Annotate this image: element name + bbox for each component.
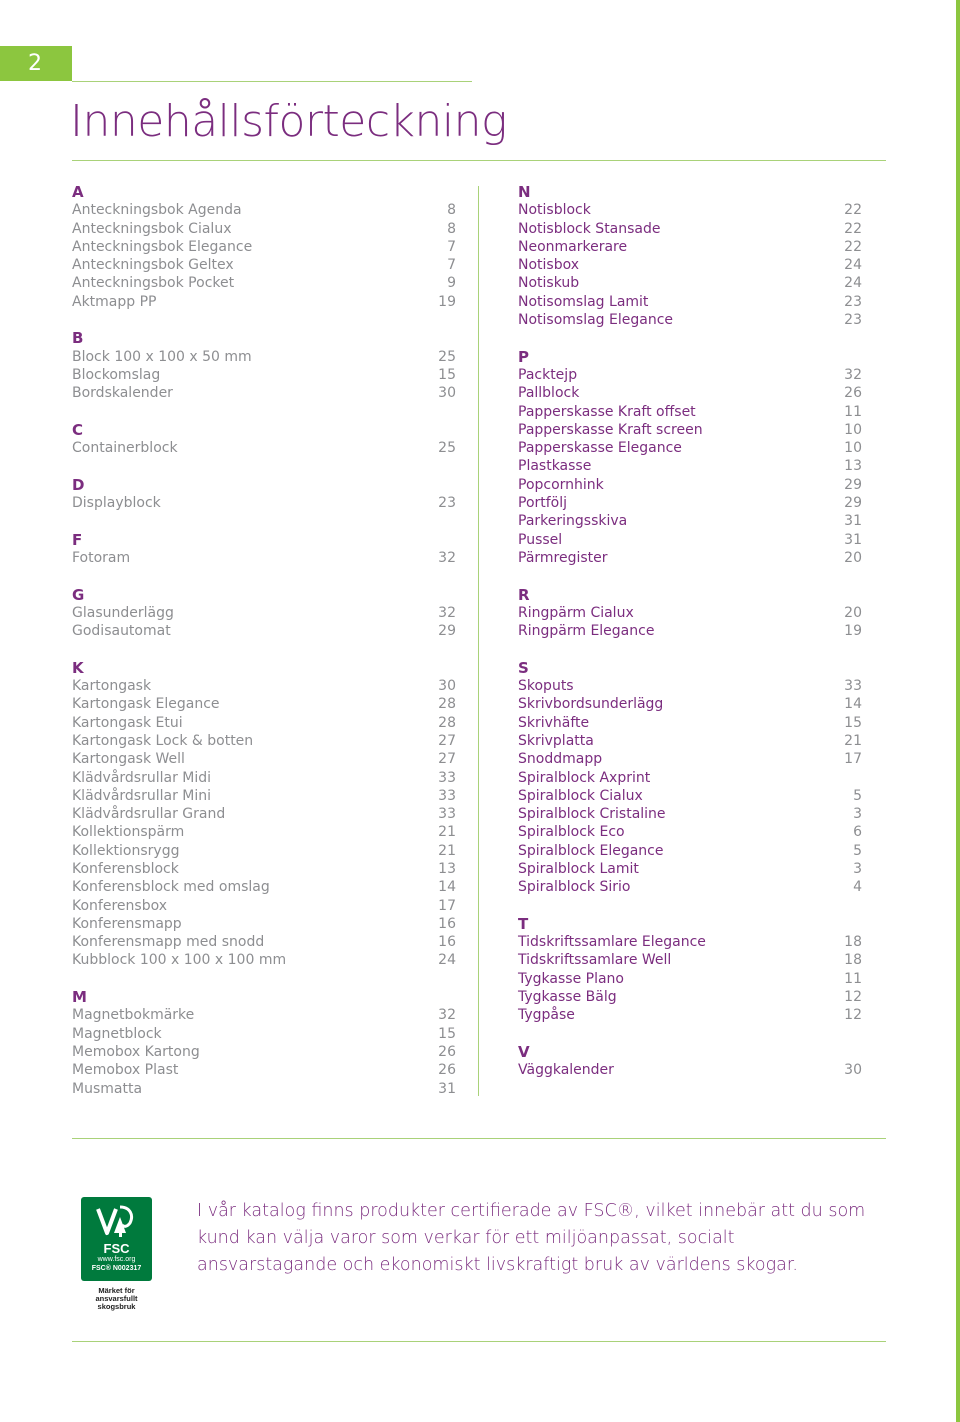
entry-name: Kartongask Well [72, 751, 185, 768]
entry-page: 16 [438, 934, 456, 951]
entry-name: Skoputs [518, 678, 574, 695]
entry-page: 29 [844, 495, 862, 512]
index-entry [518, 220, 862, 238]
index-entry [518, 1006, 862, 1024]
entry-page: 30 [438, 678, 456, 695]
entry-page: 26 [844, 385, 862, 402]
entry-page: 25 [438, 440, 456, 457]
page-number: 2 [0, 46, 72, 81]
column-divider [478, 186, 479, 1096]
entry-name: Kartongask Elegance [72, 696, 220, 713]
entry-name: Magnetblock [72, 1025, 162, 1042]
entry-name: Spiralblock Cristaline [518, 806, 666, 823]
index-letter: S [518, 658, 529, 677]
entry-name: Spiralblock Cialux [518, 787, 643, 804]
entry-name: Musmatta [72, 1080, 143, 1097]
entry-name: Skrivhäfte [518, 714, 590, 731]
index-entry [518, 384, 862, 402]
entry-name: Block 100 x 100 x 50 mm [72, 348, 252, 365]
index-entry [518, 714, 862, 732]
entry-page: 3 [853, 860, 862, 877]
fsc-url: www.fsc.org [97, 1256, 136, 1263]
index-group [72, 329, 456, 402]
index-group [72, 421, 456, 458]
index-entry [518, 256, 862, 274]
entry-name: Aktmapp PP [72, 293, 157, 310]
index-entry [518, 750, 862, 768]
title-rule [72, 160, 886, 161]
entry-name: Notisomslag Lamit [518, 293, 649, 310]
entry-name: Magnetbokmärke [72, 1007, 195, 1024]
index-entry [72, 714, 456, 732]
entry-name: Bordskalender [72, 385, 173, 402]
index-group [518, 586, 862, 641]
index-entry [518, 970, 862, 988]
entry-page: 23 [438, 495, 456, 512]
index-entry [72, 951, 456, 969]
entry-page: 18 [844, 952, 862, 969]
entry-page: 22 [844, 202, 862, 219]
entry-page: 4 [853, 879, 862, 896]
entry-name: Tygkasse Plano [518, 970, 624, 987]
entry-page: 12 [844, 989, 862, 1006]
index-entry [72, 293, 456, 311]
index-entry [72, 732, 456, 750]
entry-name: Snoddmapp [518, 751, 603, 768]
entry-name: Glasunderlägg [72, 604, 174, 621]
entry-page: 24 [438, 952, 456, 969]
index-entry [518, 403, 862, 421]
index-group [72, 531, 456, 568]
entry-name: Kartongask [72, 678, 152, 695]
index-entry [72, 695, 456, 713]
index-entry [72, 494, 456, 512]
entry-page: 33 [438, 769, 456, 786]
entry-page: 21 [438, 824, 456, 841]
index-entry [72, 366, 456, 384]
entry-name: Neonmarkerare [518, 238, 628, 255]
index-entry [72, 677, 456, 695]
entry-name: Godisautomat [72, 623, 171, 640]
fsc-logo-word: FSC [103, 1241, 130, 1256]
entry-page: 33 [438, 806, 456, 823]
entry-name: Containerblock [72, 440, 178, 457]
entry-name: Portfölj [518, 495, 568, 512]
right-edge-bar [956, 0, 960, 1422]
entry-name: Klädvårdsrullar Mini [72, 787, 212, 804]
entry-name: Kollektionspärm [72, 824, 185, 841]
entry-page: 33 [438, 787, 456, 804]
index-entry [72, 274, 456, 292]
index-entry [518, 494, 862, 512]
entry-name: Pärmregister [518, 549, 608, 566]
index-group [518, 915, 862, 1025]
entry-page: 8 [447, 202, 456, 219]
index-entry [518, 549, 862, 567]
entry-name: Notisomslag Elegance [518, 312, 674, 329]
entry-name: Spiralblock Elegance [518, 842, 664, 859]
entry-page: 28 [438, 696, 456, 713]
entry-page: 6 [853, 824, 862, 841]
index-group [518, 348, 862, 568]
index-entry [72, 1006, 456, 1024]
entry-page: 7 [447, 238, 456, 255]
entry-page: 27 [438, 732, 456, 749]
entry-name: Spiralblock Eco [518, 824, 625, 841]
entry-name: Papperskasse Kraft screen [518, 421, 703, 438]
index-entry [518, 787, 862, 805]
entry-page: 24 [844, 257, 862, 274]
index-entry [72, 1043, 456, 1061]
entry-page: 21 [844, 732, 862, 749]
index-letter: D [72, 475, 85, 494]
index-entry [518, 311, 862, 329]
entry-page: 27 [438, 751, 456, 768]
entry-page: 23 [844, 312, 862, 329]
index-entry [72, 915, 456, 933]
index-entry [518, 457, 862, 475]
index-group [72, 183, 456, 311]
entry-page: 32 [844, 366, 862, 383]
index-entry [72, 787, 456, 805]
entry-page: 10 [844, 440, 862, 457]
entry-page: 25 [438, 348, 456, 365]
index-column-left [72, 183, 456, 1116]
index-entry [72, 750, 456, 768]
entry-page: 11 [844, 970, 862, 987]
index-entry [72, 604, 456, 622]
entry-name: Tygpåse [518, 1007, 575, 1024]
entry-page: 32 [438, 549, 456, 566]
fsc-tree-icon [94, 1203, 140, 1241]
entry-page: 31 [438, 1080, 456, 1097]
entry-page: 19 [438, 293, 456, 310]
entry-name: Notisblock Stansade [518, 220, 661, 237]
index-entry [72, 439, 456, 457]
index-entry [518, 1061, 862, 1079]
index-letter: T [518, 914, 529, 933]
entry-name: Fotoram [72, 549, 131, 566]
index-entry [72, 1061, 456, 1079]
entry-page: 5 [853, 787, 862, 804]
index-group [72, 586, 456, 641]
entry-name: Tidskriftssamlare Well [518, 952, 672, 969]
entry-name: Pallblock [518, 385, 580, 402]
entry-page: 30 [438, 385, 456, 402]
index-entry [518, 421, 862, 439]
entry-name: Anteckningsbok Agenda [72, 202, 242, 219]
entry-page: 5 [853, 842, 862, 859]
index-entry [72, 860, 456, 878]
index-letter: K [72, 658, 84, 677]
index-entry [518, 951, 862, 969]
index-entry [72, 933, 456, 951]
index-entry [72, 256, 456, 274]
entry-name: Konferensmapp med snodd [72, 934, 265, 951]
index-entry [518, 238, 862, 256]
entry-name: Skrivbordsunderlägg [518, 696, 664, 713]
entry-name: Anteckningsbok Cialux [72, 220, 232, 237]
entry-page: 29 [844, 476, 862, 493]
entry-name: Spiralblock Sirio [518, 879, 631, 896]
entry-page: 15 [438, 366, 456, 383]
index-entry [518, 622, 862, 640]
entry-name: Memobox Kartong [72, 1043, 200, 1060]
index-entry [72, 549, 456, 567]
index-letter: F [72, 530, 83, 549]
entry-name: Blockomslag [72, 366, 161, 383]
index-entry [518, 531, 862, 549]
index-entry [72, 842, 456, 860]
index-entry [72, 201, 456, 219]
entry-name: Memobox Plast [72, 1062, 179, 1079]
entry-page: 7 [447, 257, 456, 274]
index-entry [72, 384, 456, 402]
entry-page: 14 [844, 696, 862, 713]
entry-page: 17 [438, 897, 456, 914]
index-entry [518, 878, 862, 896]
fsc-license-code: FSC® N002317 [91, 1265, 142, 1272]
index-entry [518, 933, 862, 951]
entry-name: Skrivplatta [518, 732, 594, 749]
index-entry [518, 842, 862, 860]
index-entry [518, 201, 862, 219]
entry-name: Klädvårdsrullar Grand [72, 806, 226, 823]
index-entry [72, 897, 456, 915]
index-entry [518, 732, 862, 750]
entry-page: 15 [844, 714, 862, 731]
entry-page: 32 [438, 604, 456, 621]
fsc-statement: I vår katalog finns produkter certifierade av FSC®, vilket innebär att du som kund kan välja varor som verkar för ett miljöanpassat, socialt ansvarstagande och ekonomiskt livskraftigt bruk av världens skogar. [197, 1201, 866, 1275]
index-entry [518, 988, 862, 1006]
entry-page: 22 [844, 220, 862, 237]
entry-name: Anteckningsbok Geltex [72, 257, 234, 274]
fsc-logo [81, 1197, 152, 1281]
entry-name: Kartongask Etui [72, 714, 183, 731]
entry-name: Kollektionsrygg [72, 842, 180, 859]
entry-page: 18 [844, 934, 862, 951]
entry-name: Konferensblock [72, 860, 179, 877]
entry-page: 14 [438, 879, 456, 896]
entry-name: Parkeringsskiva [518, 513, 628, 530]
entry-page: 13 [844, 458, 862, 475]
index-letter: A [72, 183, 84, 201]
index-entry [518, 476, 862, 494]
index-entry [72, 1080, 456, 1098]
index-entry [518, 805, 862, 823]
entry-name: Ringpärm Cialux [518, 604, 634, 621]
index-entry [72, 348, 456, 366]
entry-page: 26 [438, 1062, 456, 1079]
entry-name: Konferensmapp [72, 915, 182, 932]
entry-page: 3 [853, 806, 862, 823]
entry-name: Anteckningsbok Pocket [72, 275, 235, 292]
entry-page: 13 [438, 860, 456, 877]
entry-page: 26 [438, 1043, 456, 1060]
entry-page: 20 [844, 604, 862, 621]
entry-name: Papperskasse Kraft offset [518, 403, 696, 420]
bottom-rule-upper [72, 1138, 886, 1139]
entry-name: Kubblock 100 x 100 x 100 mm [72, 952, 287, 969]
entry-name: Plastkasse [518, 458, 592, 475]
index-entry [518, 695, 862, 713]
index-letter: M [72, 988, 87, 1007]
entry-name: Spiralblock Lamit [518, 860, 639, 877]
index-entry [72, 823, 456, 841]
entry-name: Spiralblock Axprint [518, 769, 651, 786]
entry-page: 31 [844, 513, 862, 530]
entry-name: Väggkalender [518, 1062, 614, 1079]
index-letter: B [72, 329, 84, 348]
index-entry [518, 677, 862, 695]
entry-name: Papperskasse Elegance [518, 440, 682, 457]
index-entry [518, 439, 862, 457]
fsc-caption: Märket för ansvarsfullt skogsbruk [95, 1286, 138, 1311]
index-letter: N [518, 183, 531, 201]
entry-page: 33 [844, 678, 862, 695]
index-entry [72, 622, 456, 640]
entry-page: 22 [844, 238, 862, 255]
index-entry [518, 860, 862, 878]
entry-page: 15 [438, 1025, 456, 1042]
index-entry [518, 293, 862, 311]
index-group [72, 659, 456, 970]
index-entry [72, 238, 456, 256]
index-entry [518, 512, 862, 530]
page-title: Innehållsförteckning [70, 96, 507, 147]
entry-name: Packtejp [518, 366, 578, 383]
entry-name: Kartongask Lock & botten [72, 732, 254, 749]
entry-page: 9 [447, 275, 456, 292]
top-rule [72, 81, 472, 82]
entry-name: Konferensbox [72, 897, 167, 914]
entry-page: 16 [438, 915, 456, 932]
index-entry [72, 220, 456, 238]
entry-name: Ringpärm Elegance [518, 623, 655, 640]
entry-page: 19 [844, 623, 862, 640]
index-letter: R [518, 585, 530, 604]
entry-page: 12 [844, 1007, 862, 1024]
index-entry [72, 878, 456, 896]
entry-name: Notisbox [518, 257, 580, 274]
entry-page: 20 [844, 549, 862, 566]
index-entry [518, 769, 862, 787]
index-group [518, 183, 862, 329]
index-letter: G [72, 585, 85, 604]
entry-page: 30 [844, 1062, 862, 1079]
entry-name: Notiskub [518, 275, 580, 292]
entry-name: Klädvårdsrullar Midi [72, 769, 212, 786]
entry-page: 32 [438, 1007, 456, 1024]
bottom-rule-lower [72, 1341, 886, 1342]
index-group [72, 988, 456, 1098]
index-group [518, 1043, 862, 1080]
entry-page: 11 [844, 403, 862, 420]
entry-name: Konferensblock med omslag [72, 879, 270, 896]
entry-name: Anteckningsbok Elegance [72, 238, 253, 255]
entry-page: 24 [844, 275, 862, 292]
entry-name: Tidskriftssamlare Elegance [518, 934, 706, 951]
index-group [518, 659, 862, 897]
index-entry [72, 769, 456, 787]
entry-name: Displayblock [72, 495, 161, 512]
index-entry [518, 823, 862, 841]
index-letter: C [72, 420, 84, 439]
entry-page: 31 [844, 531, 862, 548]
index-entry [518, 604, 862, 622]
entry-page: 23 [844, 293, 862, 310]
index-letter: P [518, 347, 529, 366]
index-entry [72, 805, 456, 823]
entry-page: 10 [844, 421, 862, 438]
entry-name: Pussel [518, 531, 563, 548]
index-entry [518, 366, 862, 384]
entry-page: 8 [447, 220, 456, 237]
index-letter: V [518, 1042, 530, 1061]
entry-page: 17 [844, 751, 862, 768]
index-entry [518, 274, 862, 292]
entry-page: 21 [438, 842, 456, 859]
entry-name: Notisblock [518, 202, 591, 219]
entry-name: Tygkasse Bälg [518, 989, 617, 1006]
index-column-right [518, 183, 862, 1098]
entry-page: 28 [438, 714, 456, 731]
index-group [72, 476, 456, 513]
entry-name: Popcornhink [518, 476, 604, 493]
index-entry [72, 1025, 456, 1043]
entry-page: 29 [438, 623, 456, 640]
